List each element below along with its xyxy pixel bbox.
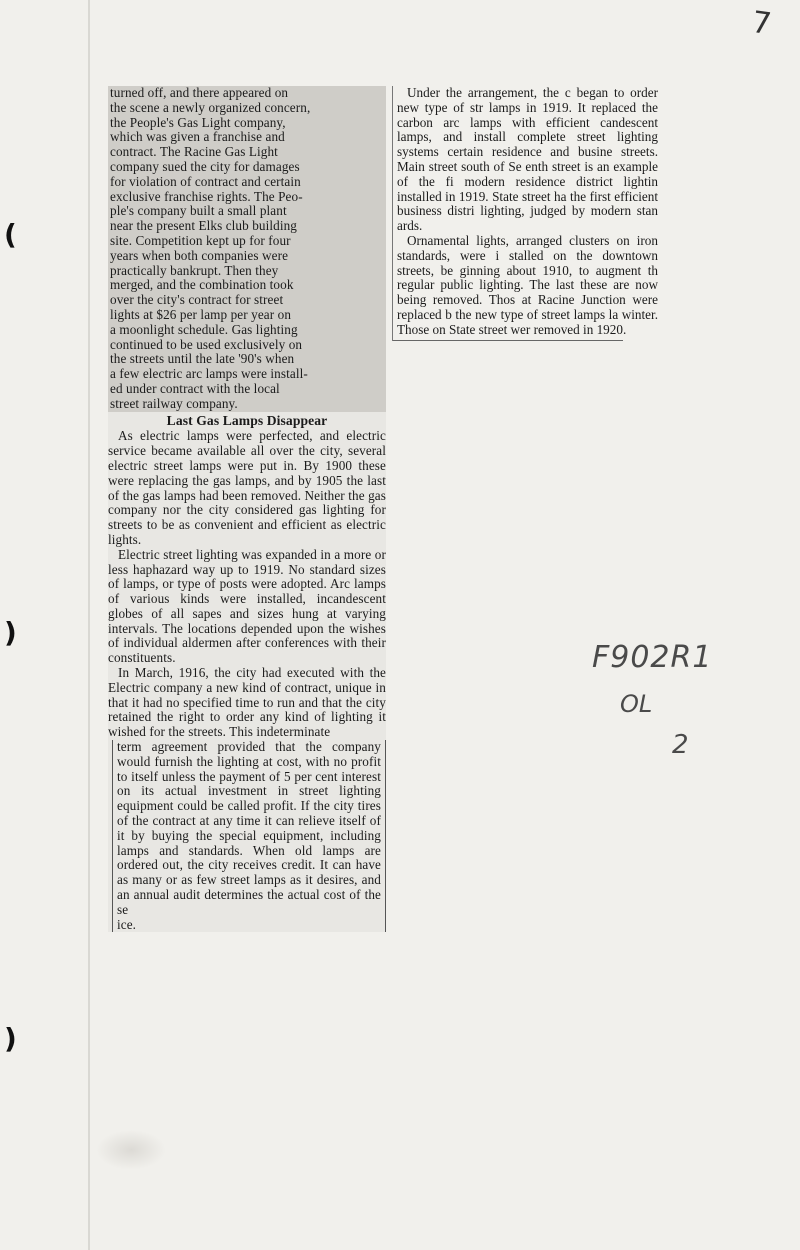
handwritten-note: OL bbox=[620, 690, 653, 718]
text-line: continued to be used exclusively on bbox=[110, 336, 303, 352]
boxed-contract-text bbox=[112, 740, 386, 932]
text-line: ed under contract with the local bbox=[110, 380, 280, 396]
text-line: merged, and the combination took bbox=[110, 277, 294, 293]
handwritten-number: 2 bbox=[672, 730, 689, 760]
text-line: for violation of contract and certain bbox=[110, 173, 301, 189]
text-line: street railway company. bbox=[110, 395, 238, 411]
handwritten-catalog-code: F902R1 bbox=[592, 640, 713, 675]
text-line: ple's company built a small plant bbox=[110, 203, 287, 219]
text-line: contract. The Racine Gas Light bbox=[110, 144, 278, 160]
paragraph-electric-lighting: Electric street lighting was expanded in a more or less haphazard way up to 1919. No standard sizes of lamps, or type of posts were adopted. Arc lamps of various kinds were installed, incandescent globes of all sapes and sizes hung at varying intervals. The locations depended upon the wishes of individual aldermen after conferences with their constituents. bbox=[108, 546, 386, 666]
text-line: years when both companies were bbox=[110, 247, 289, 263]
right-news-column bbox=[392, 86, 658, 341]
text-line: practically bankrupt. Then they bbox=[110, 262, 279, 278]
paragraph-arrangement: Under the arrangement, the c began to order new type of str lamps in 1919. It replaced the carbon arc lamps with efficient candescent lamps, and install complete street lighting systems certain residence and busine streets. Main street south of Se enth street is an example of the fi modern residence district lightin installed in 1919. State street ha the first efficient business distri lighting, judged by modern stan ards. bbox=[397, 86, 658, 234]
text-line: a moonlight schedule. Gas lighting bbox=[110, 321, 298, 337]
paragraph-contract-end: ice. bbox=[117, 916, 137, 932]
left-column-top-text bbox=[108, 86, 386, 412]
text-line: company sued the city for damages bbox=[110, 158, 300, 174]
text-line: which was given a franchise and bbox=[110, 129, 285, 145]
paragraph-gas-lamps: As electric lamps were perfected, and electric service became available all over the city, several electric street lamps were put in. By 1900 these were replacing the gas lamps, and by 1905 the last of the gas lamps had been removed. Neither the gas company nor the city considered gas lighting for streets to be as convenient and efficient as electric lights. bbox=[108, 428, 386, 547]
paragraph-contract-intro: In March, 1916, the city had executed with the Electric company a new kind of contract, unique in that it had no specified time to run and that the city retained the right to order any kind of lighting it wished for the streets. This indeterminate bbox=[108, 665, 386, 740]
text-line: over the city's contract for street bbox=[110, 292, 284, 308]
text-line: site. Competition kept up for four bbox=[110, 232, 291, 248]
binder-mark-top: ( bbox=[4, 218, 17, 251]
scan-smudge bbox=[96, 1130, 166, 1170]
left-news-column bbox=[108, 86, 386, 932]
text-line: the streets until the late '90's when bbox=[110, 351, 295, 367]
text-line: a few electric arc lamps were install- bbox=[110, 366, 308, 382]
text-line: near the present Elks club building bbox=[110, 218, 297, 234]
text-line: the People's Gas Light company, bbox=[110, 114, 286, 130]
section-subheading: Last Gas Lamps Disappear bbox=[166, 412, 328, 428]
page-scan-edge bbox=[88, 0, 90, 1250]
binder-mark-middle: ) bbox=[4, 616, 17, 649]
paragraph-contract-terms: term agreement provided that the company would furnish the lighting at cost, with no profit to itself unless the payment of 5 per cent interest on its actual investment in street lighting equipment could be called profit. If the city tires of the contract at any time it can relieve itself of it by buying the special equipment, including lamps and standards. When old lamps are ordered out, the city receives credit. It can have as many or as few street lamps as it desires, and an annual audit determines the actual cost of the se bbox=[117, 739, 381, 917]
page-number: 7 bbox=[749, 4, 774, 43]
text-line: turned off, and there appeared on bbox=[110, 85, 289, 100]
binder-mark-bottom: ) bbox=[4, 1022, 17, 1055]
column-end-rule bbox=[393, 340, 623, 341]
paragraph-ornamental-lights: Ornamental lights, arranged clusters on iron standards, were i stalled on the downtown streets, be ginning about 1910, to augment th regular public lighting. The last these are now being removed. Thos at Racine Junction were replaced b the new type of street lamps la winter. Those on State street wer removed in 1920. bbox=[397, 232, 658, 337]
text-line: the scene a newly organized concern, bbox=[110, 99, 311, 115]
text-line: exclusive franchise rights. The Peo- bbox=[110, 188, 303, 204]
text-line: lights at $26 per lamp per year on bbox=[110, 306, 292, 322]
